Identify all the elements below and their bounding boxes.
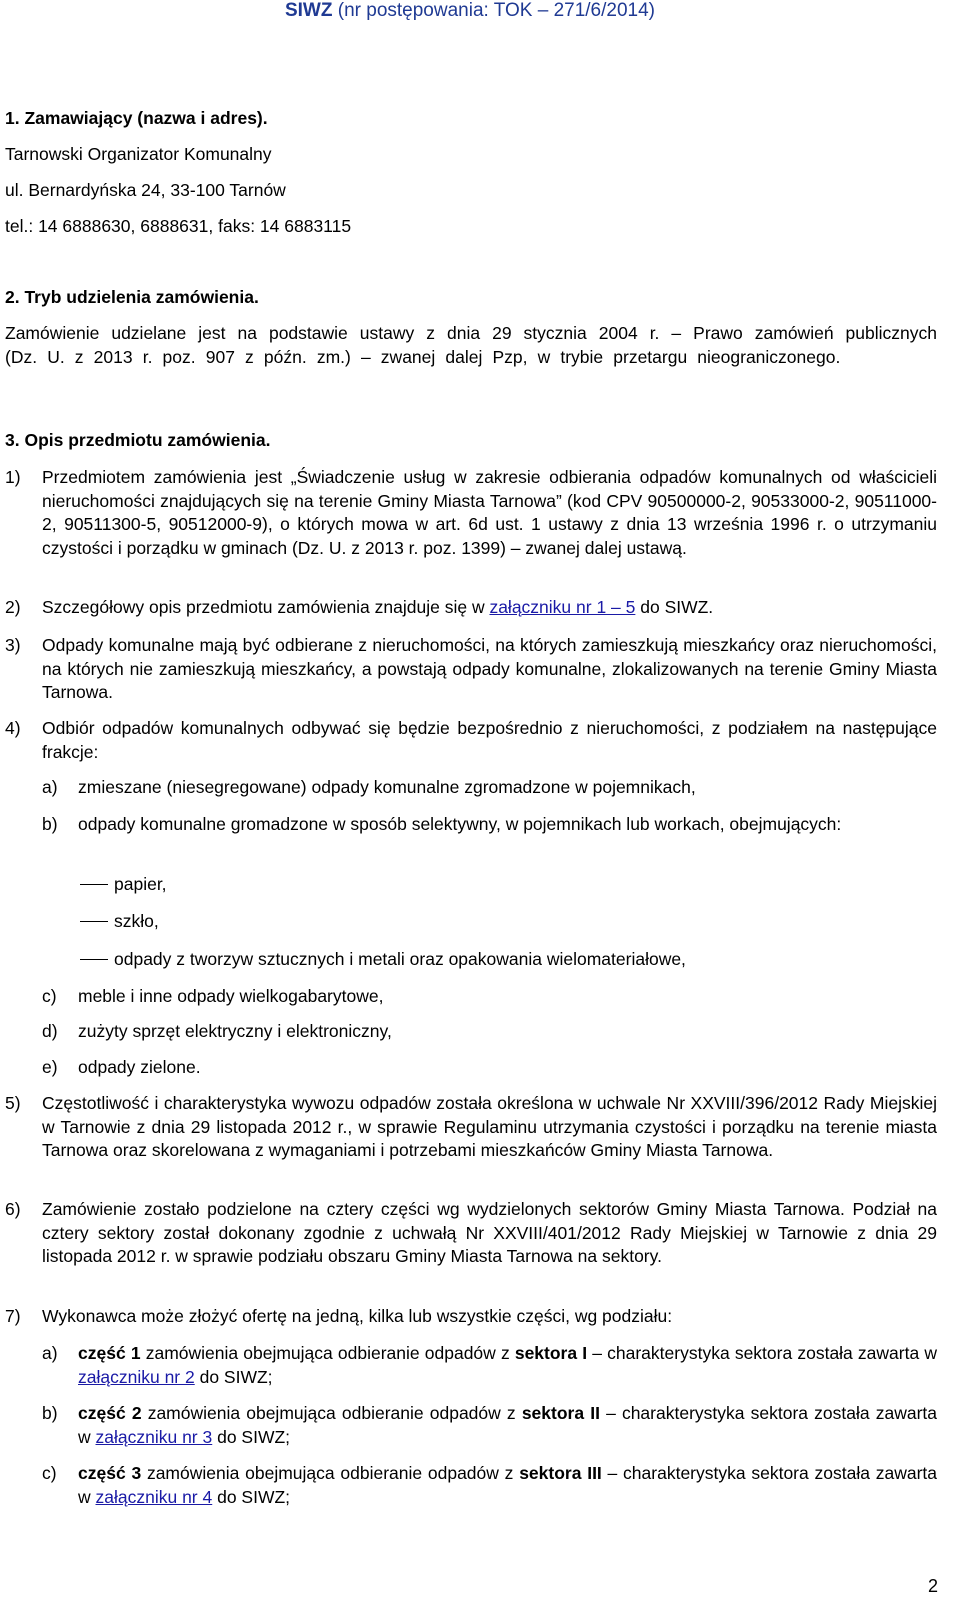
- annex-4-link[interactable]: załączniku nr 4: [95, 1486, 213, 1507]
- page-header: [0, 0, 940, 22]
- part-2-text: [78, 1402, 937, 1449]
- item-4c-letter: c): [42, 986, 57, 1006]
- part-1-letter: a): [42, 1343, 58, 1363]
- part-3-text: [78, 1462, 937, 1509]
- item-5-number: 5): [5, 1093, 21, 1113]
- part-1-mid: zamówienia obejmująca odbieranie odpadów z: [140, 1343, 515, 1363]
- part-1-label: część 1: [78, 1343, 141, 1363]
- item-6-text: Zamówienie zostało podzielone na cztery części wg wydzielonych sektorów Gminy Miasta Tarnowa. Podział na cztery sektory został dokonany zgodnie z uchwałą Nr XXVIII/401/2012 Rady Miejskiej w Tarnowie z dnia 29 listopada 2012 r. w sprawie podziału obszaru Gminy Miasta Tarnowa na sektory.: [42, 1199, 937, 1266]
- part-2-end: do SIWZ;: [212, 1426, 291, 1447]
- fraction-plastics-metals: odpady z tworzyw sztucznych i metali oraz opakowania wielomateriałowe,: [114, 949, 686, 969]
- item-4b-text: odpady komunalne gromadzone w sposób selektywny, w pojemnikach lub workach, obejmujących:: [78, 814, 842, 834]
- part-2-mid: zamówienia obejmująca odbieranie odpadów z: [141, 1403, 522, 1423]
- item-4d-text: zużyty sprzęt elektryczny i elektroniczny,: [78, 1021, 392, 1041]
- item-3-text: Odpady komunalne mają być odbierane z nieruchomości, na których zamieszkują mieszkańcy oraz nieruchomości, na których nie zamieszkują mieszkańcy, a powstają odpady komunalne, zlokalizowanych na terenie Gminy Miasta Tarnowa.: [42, 635, 937, 702]
- item-4-number: 4): [5, 718, 21, 738]
- item-2-after: do SIWZ.: [635, 597, 714, 617]
- fraction-paper: papier,: [114, 874, 167, 894]
- item-4e-letter: e): [42, 1057, 58, 1077]
- orderer-address: ul. Bernardyńska 24, 33-100 Tarnów: [5, 180, 286, 200]
- part-3-after: – charakterystyka sektora została zawarta w: [78, 1463, 937, 1507]
- item-4-text: Odbiór odpadów komunalnych odbywać się będzie bezpośrednio z nieruchomości, z podziałem na następujące frakcje:: [42, 718, 937, 762]
- item-4e-text: odpady zielone.: [78, 1057, 201, 1077]
- sector-2-label: sektora II: [521, 1403, 600, 1423]
- annex-2-link[interactable]: załączniku nr 2: [78, 1366, 195, 1387]
- part-2-after: – charakterystyka sektora została zawarta w: [78, 1403, 938, 1447]
- annex-3-link[interactable]: załączniku nr 3: [95, 1426, 213, 1447]
- part-1-text: [78, 1342, 937, 1389]
- orderer-name: Tarnowski Organizator Komunalny: [5, 144, 272, 164]
- sector-1-label: sektora I: [514, 1343, 588, 1363]
- part-3-label: część 3: [78, 1463, 142, 1483]
- dash-marker: [80, 959, 108, 960]
- section-2-heading: 2. Tryb udzielenia zamówienia.: [5, 287, 259, 307]
- part-2-letter: b): [42, 1403, 58, 1423]
- page-number: 2: [927, 1576, 938, 1596]
- section-2-text: Zamówienie udzielane jest na podstawie ustawy z dnia 29 stycznia 2004 r. – Prawo zamówień publicznych (Dz. U. z 2013 r. poz. 907 z późn. zm.) – zwanej dalej Pzp, w trybie przetargu nieograniczonego.: [5, 323, 937, 367]
- part-1-end: do SIWZ;: [194, 1366, 273, 1387]
- sector-3-label: sektora III: [519, 1463, 602, 1483]
- part-3-end: do SIWZ;: [212, 1486, 291, 1507]
- fraction-glass: szkło,: [114, 911, 159, 931]
- dash-marker: [80, 921, 108, 922]
- item-4d-letter: d): [42, 1021, 58, 1041]
- item-4a-text: zmieszane (niesegregowane) odpady komunalne zgromadzone w pojemnikach,: [78, 777, 696, 797]
- item-4b-letter: b): [42, 814, 58, 834]
- part-3-mid: zamówienia obejmująca odbieranie odpadów z: [141, 1463, 520, 1483]
- item-1-number: 1): [5, 467, 21, 487]
- part-2-label: część 2: [78, 1403, 142, 1423]
- item-7-number: 7): [5, 1306, 21, 1326]
- section-3-heading: 3. Opis przedmiotu zamówienia.: [5, 430, 271, 450]
- orderer-phone: tel.: 14 6888630, 6888631, faks: 14 6883115: [5, 216, 352, 236]
- item-5-text: Częstotliwość i charakterystyka wywozu odpadów została określona w uchwale Nr XXVIII/396/2012 Rady Miejskiej w Tarnowie z dnia 29 listopada 2012 r., w sprawie Regulaminu utrzymania czystości i porządku na terenie miasta Tarnowa oraz skorelowana z wymaganiami i potrzebami mieszkańców Gminy Miasta Tarnowa.: [42, 1093, 937, 1160]
- part-1-after: – charakterystyka sektora została zawarta w: [587, 1343, 937, 1363]
- item-6-number: 6): [5, 1199, 21, 1219]
- item-3-number: 3): [5, 635, 21, 655]
- header-prefix: SIWZ: [284, 0, 333, 21]
- item-2-before: Szczegółowy opis przedmiotu zamówienia znajduje się w: [42, 597, 490, 617]
- item-7-text: Wykonawca może złożyć ofertę na jedną, kilka lub wszystkie części, wg podziału:: [42, 1306, 673, 1326]
- item-2-number: 2): [5, 597, 21, 617]
- part-3-letter: c): [42, 1463, 57, 1483]
- annex-1-5-link[interactable]: załączniku nr 1 – 5: [489, 597, 636, 617]
- item-4c-text: meble i inne odpady wielkogabarytowe,: [78, 986, 384, 1006]
- dash-marker: [80, 884, 108, 885]
- item-1-text: Przedmiotem zamówienia jest „Świadczenie usług w zakresie odbierania odpadów komunalnych od właścicieli nieruchomości znajdujących się na terenie Gminy Miasta Tarnowa” (kod CPV 90500000-2, 90533000-2, 90511000-2, 90511300-5, 90512000-9), o których mowa w art. 6d ust. 1 ustawy z dnia 13 września 1996 r. o utrzymaniu czystości i porządku w gminach (Dz. U. z 2013 r. poz. 1399) – zwanej dalej ustawą.: [42, 467, 937, 558]
- item-4a-letter: a): [42, 777, 58, 797]
- header-rest: (nr postępowania: TOK – 271/6/2014): [332, 0, 655, 21]
- section-1-heading: 1. Zamawiający (nazwa i adres).: [5, 108, 268, 128]
- item-2-text: [42, 596, 937, 620]
